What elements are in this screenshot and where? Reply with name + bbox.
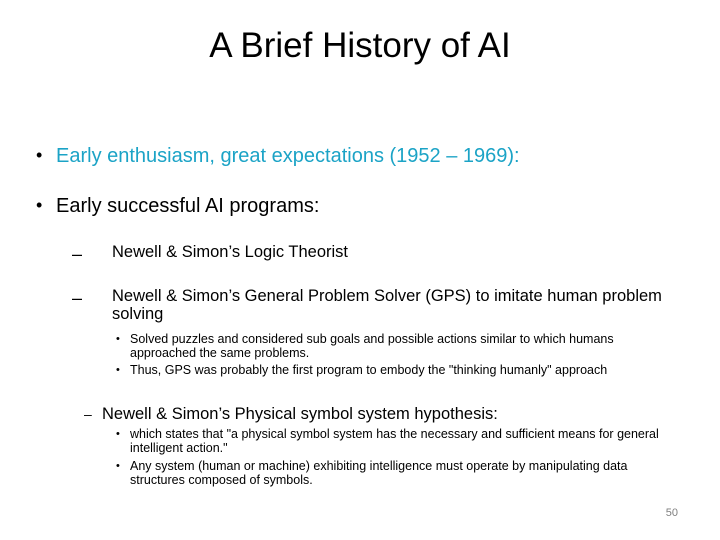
dash-marker: – [72,244,83,264]
pss-point-text: which states that "a physical symbol system has the necessary and sufficient means for general intelligent action." [130,427,659,455]
page-number: 50 [665,507,678,519]
dash-marker: – [84,406,92,422]
bullet-marker: • [36,145,43,165]
sub-item-physical-symbol-system [84,404,498,424]
bullet-text: Early enthusiasm, great expectations (1952 – 1969): [56,145,520,167]
bullet-marker: • [116,333,120,345]
bullet-marker: • [116,460,120,472]
bullet-marker: • [116,364,120,376]
gps-point-text: Thus, GPS was probably the first program to embody the "thinking humanly" approach [130,363,608,377]
gps-point-text: Solved puzzles and considered sub goals and possible actions similar to which humans approached the same problems. [130,332,614,360]
sub-item-text: Newell & Simon’s Physical symbol system hypothesis: [102,405,498,423]
bullet-early-programs [36,193,319,219]
gps-point-solved-puzzles [116,332,670,360]
sub-item-logic-theorist [72,243,672,265]
dash-marker: – [72,288,83,308]
gps-point-thinking-humanly [116,363,690,377]
slide-title: A Brief History of AI [209,26,511,65]
pss-point-any-system [116,459,680,487]
bullet-marker: • [36,195,43,215]
sub-item-text: Newell & Simon’s Logic Theorist [112,243,348,261]
pss-point-definition [116,427,680,455]
bullet-text: Early successful AI programs: [56,195,320,217]
bullet-marker: • [116,428,120,440]
sub-item-gps [72,287,672,323]
sub-item-text: Newell & Simon’s General Problem Solver (GPS) to imitate human problem solving [112,287,662,323]
bullet-early-enthusiasm [36,143,520,169]
pss-point-text: Any system (human or machine) exhibiting intelligence must operate by manipulating data structures composed of symbols. [130,459,628,487]
